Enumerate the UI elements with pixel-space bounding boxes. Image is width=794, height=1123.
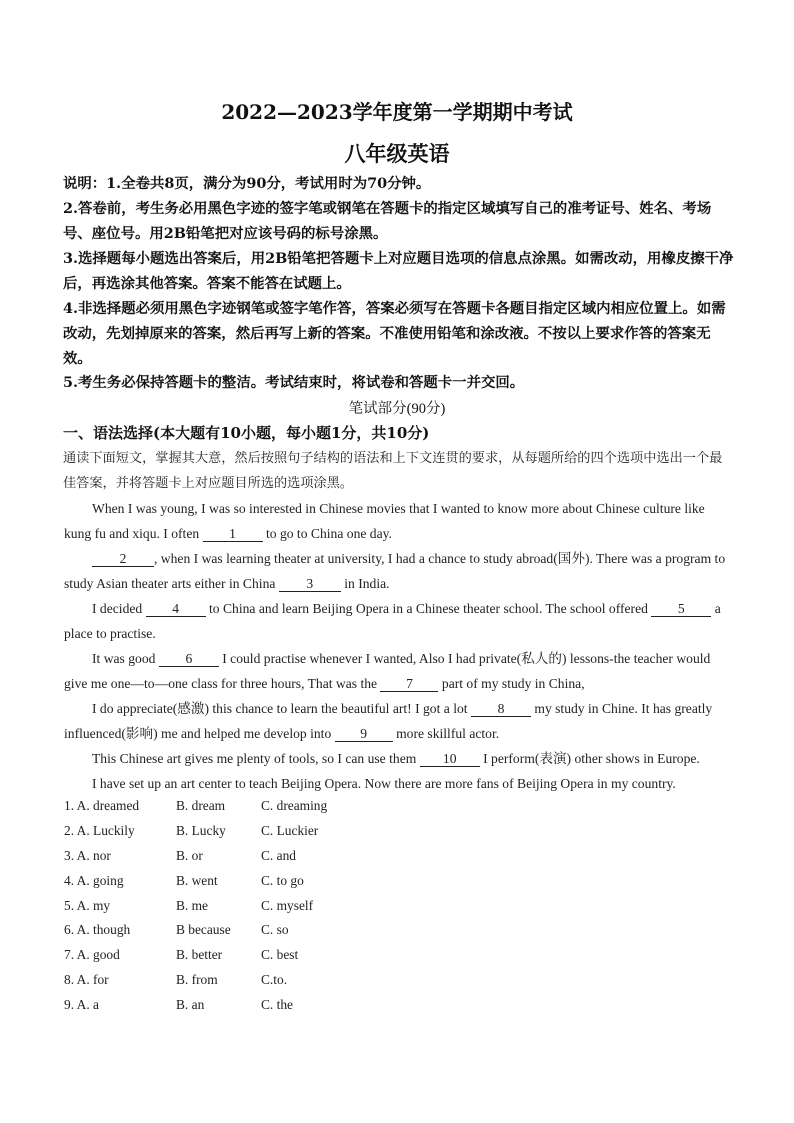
option-a: 6. A. though	[64, 922, 131, 937]
note-1: 说明：1.全卷共8页，满分为90分，考试用时为70分钟。	[63, 175, 431, 192]
option-b: B. or	[176, 848, 203, 863]
option-c: C.to.	[261, 972, 288, 987]
option-a: 4. A. going	[64, 873, 124, 888]
part-heading: 一、语法选择(本大题有10小题，每小题1分，共10分)	[63, 424, 430, 442]
blank-8: 8	[471, 702, 531, 717]
option-a: 7. A. good	[64, 947, 120, 962]
option-b: B. from	[176, 972, 218, 987]
options-row	[64, 898, 464, 918]
option-c: C. the	[261, 997, 293, 1012]
note-3: 3.选择题每小题选出答案后，用2B铅笔把答题卡上对应题目选项的信息点涂黑。如需改动，用橡皮擦干净后，再选涂其他答案。答案不能答在试题上。	[63, 250, 734, 292]
options-row	[64, 972, 464, 992]
blank-4: 4	[146, 602, 206, 617]
options-row	[64, 922, 464, 942]
passage-paragraph-2: 2 , when I was learning theater at university, I had a chance to study abroad(国外). There was a program to study Asian theater arts either in China 3 in India.	[64, 551, 726, 591]
blank-10: 10	[420, 752, 480, 767]
option-a: 9. A. a	[64, 997, 99, 1012]
section-title: 笔试部分(90分)	[348, 401, 446, 417]
blank-9: 9	[335, 727, 393, 742]
option-c: C. best	[261, 947, 299, 962]
options-row	[64, 848, 464, 868]
exam-subtitle: 八年级英语	[344, 141, 450, 166]
passage-paragraph-5: I do appreciate(感激) this chance to learn the beautiful art! I got a lot 8 my study in Chine. It has greatly influenced(影响) me and helped me develop into 9 more skillful actor.	[64, 701, 713, 741]
blank-7: 7	[380, 677, 438, 692]
option-a: 2. A. Luckily	[64, 823, 135, 838]
option-c: C. dreaming	[261, 798, 328, 813]
exam-title: 2022—2023学年度第一学期期中考试	[221, 100, 573, 124]
passage-paragraph-1: When I was young, I was so interested in Chinese movies that I wanted to know more about Chinese culture like kung fu and xiqu. I often 1 to go to China one day.	[64, 501, 705, 541]
option-b: B. me	[176, 898, 208, 913]
blank-3: 3	[279, 577, 341, 592]
option-c: C. myself	[261, 898, 314, 913]
options-row	[64, 873, 464, 893]
option-c: C. to go	[261, 873, 304, 888]
note-2: 2.答卷前，考生务必用黑色字迹的签字笔或钢笔在答题卡的指定区域填写自己的准考证号、姓名、考场号、座位号。用2B铅笔把对应该号码的标号涂黑。	[63, 200, 712, 242]
part-instructions: 通读下面短文，掌握其大意，然后按照句子结构的语法和上下文连贯的要求，从每题所给的四个选项中选出一个最佳答案，并将答题卡上对应题目所选的选项涂黑。	[63, 451, 723, 491]
blank-1: 1	[203, 527, 263, 542]
option-a: 8. A. for	[64, 972, 109, 987]
passage-paragraph-6: This Chinese art gives me plenty of tools, so I can use them 10 I perform(表演) other shows in Europe.	[92, 751, 700, 766]
note-5: 5.考生务必保持答题卡的整洁。考试结束时，将试卷和答题卡一并交回。	[63, 374, 525, 391]
option-b: B because	[176, 922, 231, 937]
options-row	[64, 798, 464, 818]
option-b: B. an	[176, 997, 205, 1012]
passage-paragraph-7: I have set up an art center to teach Beijing Opera. Now there are more fans of Beijing Opera in my country.	[92, 776, 676, 791]
passage-paragraph-4: It was good 6 I could practise whenever I wanted, Also I had private(私人的) lessons-the teacher would give me one—to—one class for three hours, That was the 7 part of my study in China,	[64, 651, 711, 691]
option-c: C. so	[261, 922, 289, 937]
option-a: 3. A. nor	[64, 848, 111, 863]
options-row	[64, 823, 464, 843]
option-b: B. dream	[176, 798, 226, 813]
blank-5: 5	[651, 602, 711, 617]
note-4: 4.非选择题必须用黑色字迹钢笔或签字笔作答，答案必须写在答题卡各题目指定区域内相应位置上。如需改动，先划掉原来的答案，然后再写上新的答案。不准使用铅笔和涂改液。不按以上要求作答的答案无效。	[63, 300, 726, 367]
option-c: C. and	[261, 848, 296, 863]
option-b: B. Lucky	[176, 823, 226, 838]
option-c: C. Luckier	[261, 823, 319, 838]
blank-2: 2	[92, 552, 154, 567]
options-row	[64, 997, 464, 1017]
option-a: 5. A. my	[64, 898, 111, 913]
option-b: B. went	[176, 873, 218, 888]
option-a: 1. A. dreamed	[64, 798, 140, 813]
blank-6: 6	[159, 652, 219, 667]
option-b: B. better	[176, 947, 223, 962]
options-row	[64, 947, 464, 967]
passage-paragraph-3: I decided 4 to China and learn Beijing Opera in a Chinese theater school. The school offered 5 a place to practise.	[64, 601, 721, 641]
